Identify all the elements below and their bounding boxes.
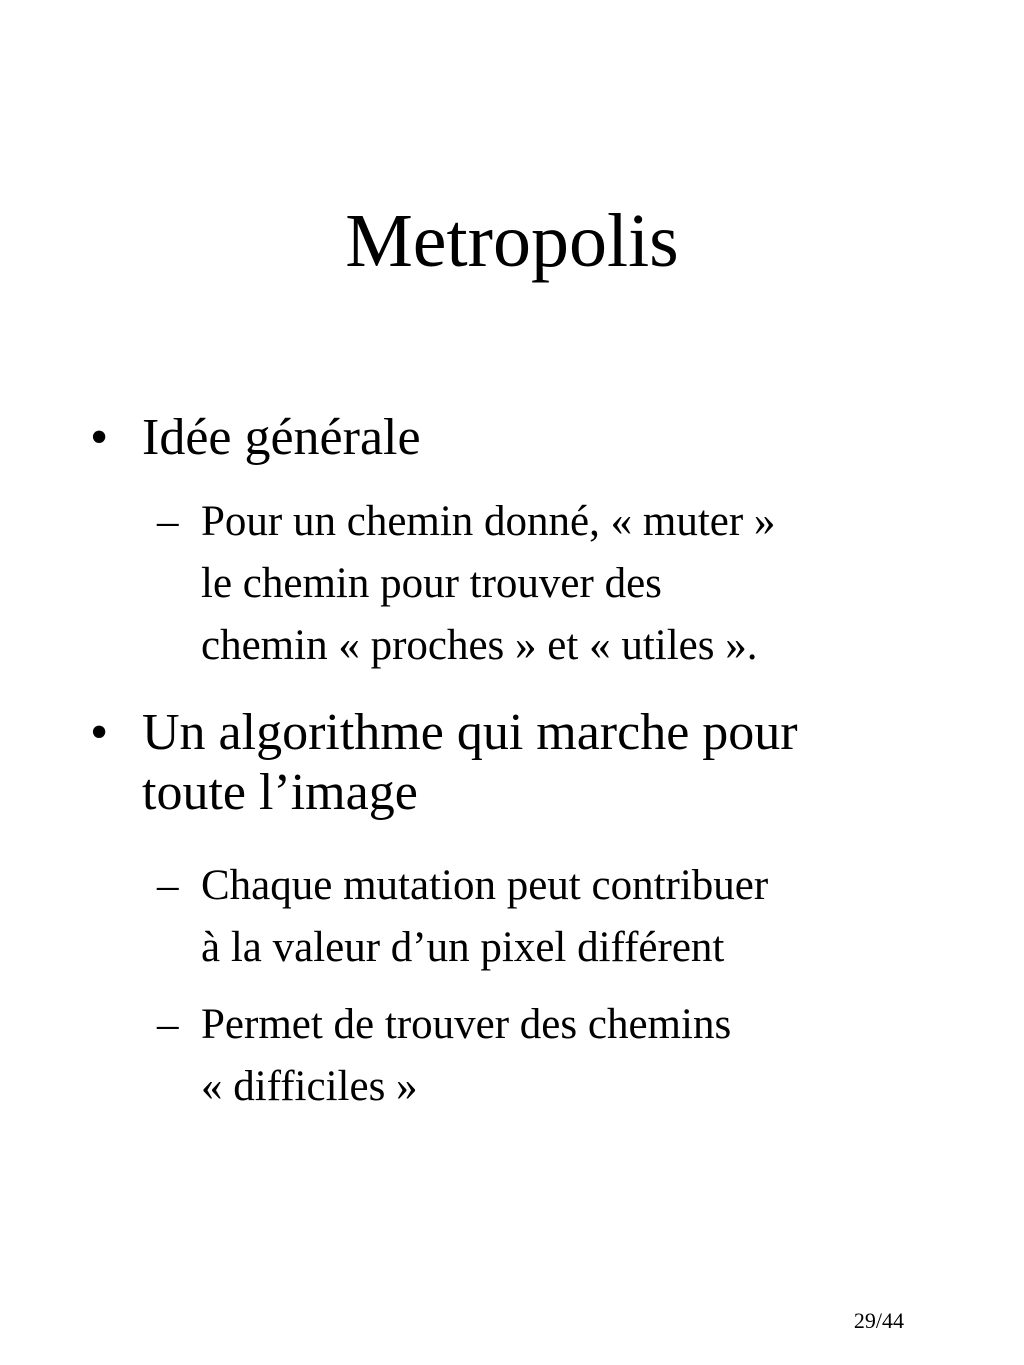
- dash-mark: –: [157, 1001, 179, 1048]
- sub-bullet-line: chemin « proches » et « utiles ».: [201, 622, 758, 669]
- sub-bullet-line: à la valeur d’un pixel différent: [201, 924, 725, 971]
- sub-bullet-line: Pour un chemin donné, « muter »: [201, 498, 776, 545]
- slide-title: Metropolis: [345, 199, 679, 283]
- bullet-mark: •: [90, 704, 109, 761]
- bullet-line: Idée générale: [142, 409, 421, 466]
- sub-bullet-text: [201, 994, 961, 1118]
- page-number: 29/44: [853, 1308, 904, 1333]
- sub-bullet-text: [201, 855, 961, 979]
- dash-mark: –: [157, 498, 179, 545]
- sub-bullet-line: « difficiles »: [201, 1063, 418, 1110]
- sub-bullet-text: [201, 491, 961, 677]
- sub-bullet-line: Permet de trouver des chemins: [201, 1001, 732, 1048]
- dash-mark: –: [157, 862, 179, 909]
- bullet-text: [142, 703, 922, 823]
- bullet-line: toute l’image: [142, 764, 418, 821]
- sub-bullet-line: Chaque mutation peut contribuer: [201, 862, 769, 909]
- sub-bullet-line: le chemin pour trouver des: [201, 560, 662, 607]
- bullet-mark: •: [90, 409, 109, 466]
- bullet-text: [142, 408, 922, 468]
- bullet-line: Un algorithme qui marche pour: [142, 704, 798, 761]
